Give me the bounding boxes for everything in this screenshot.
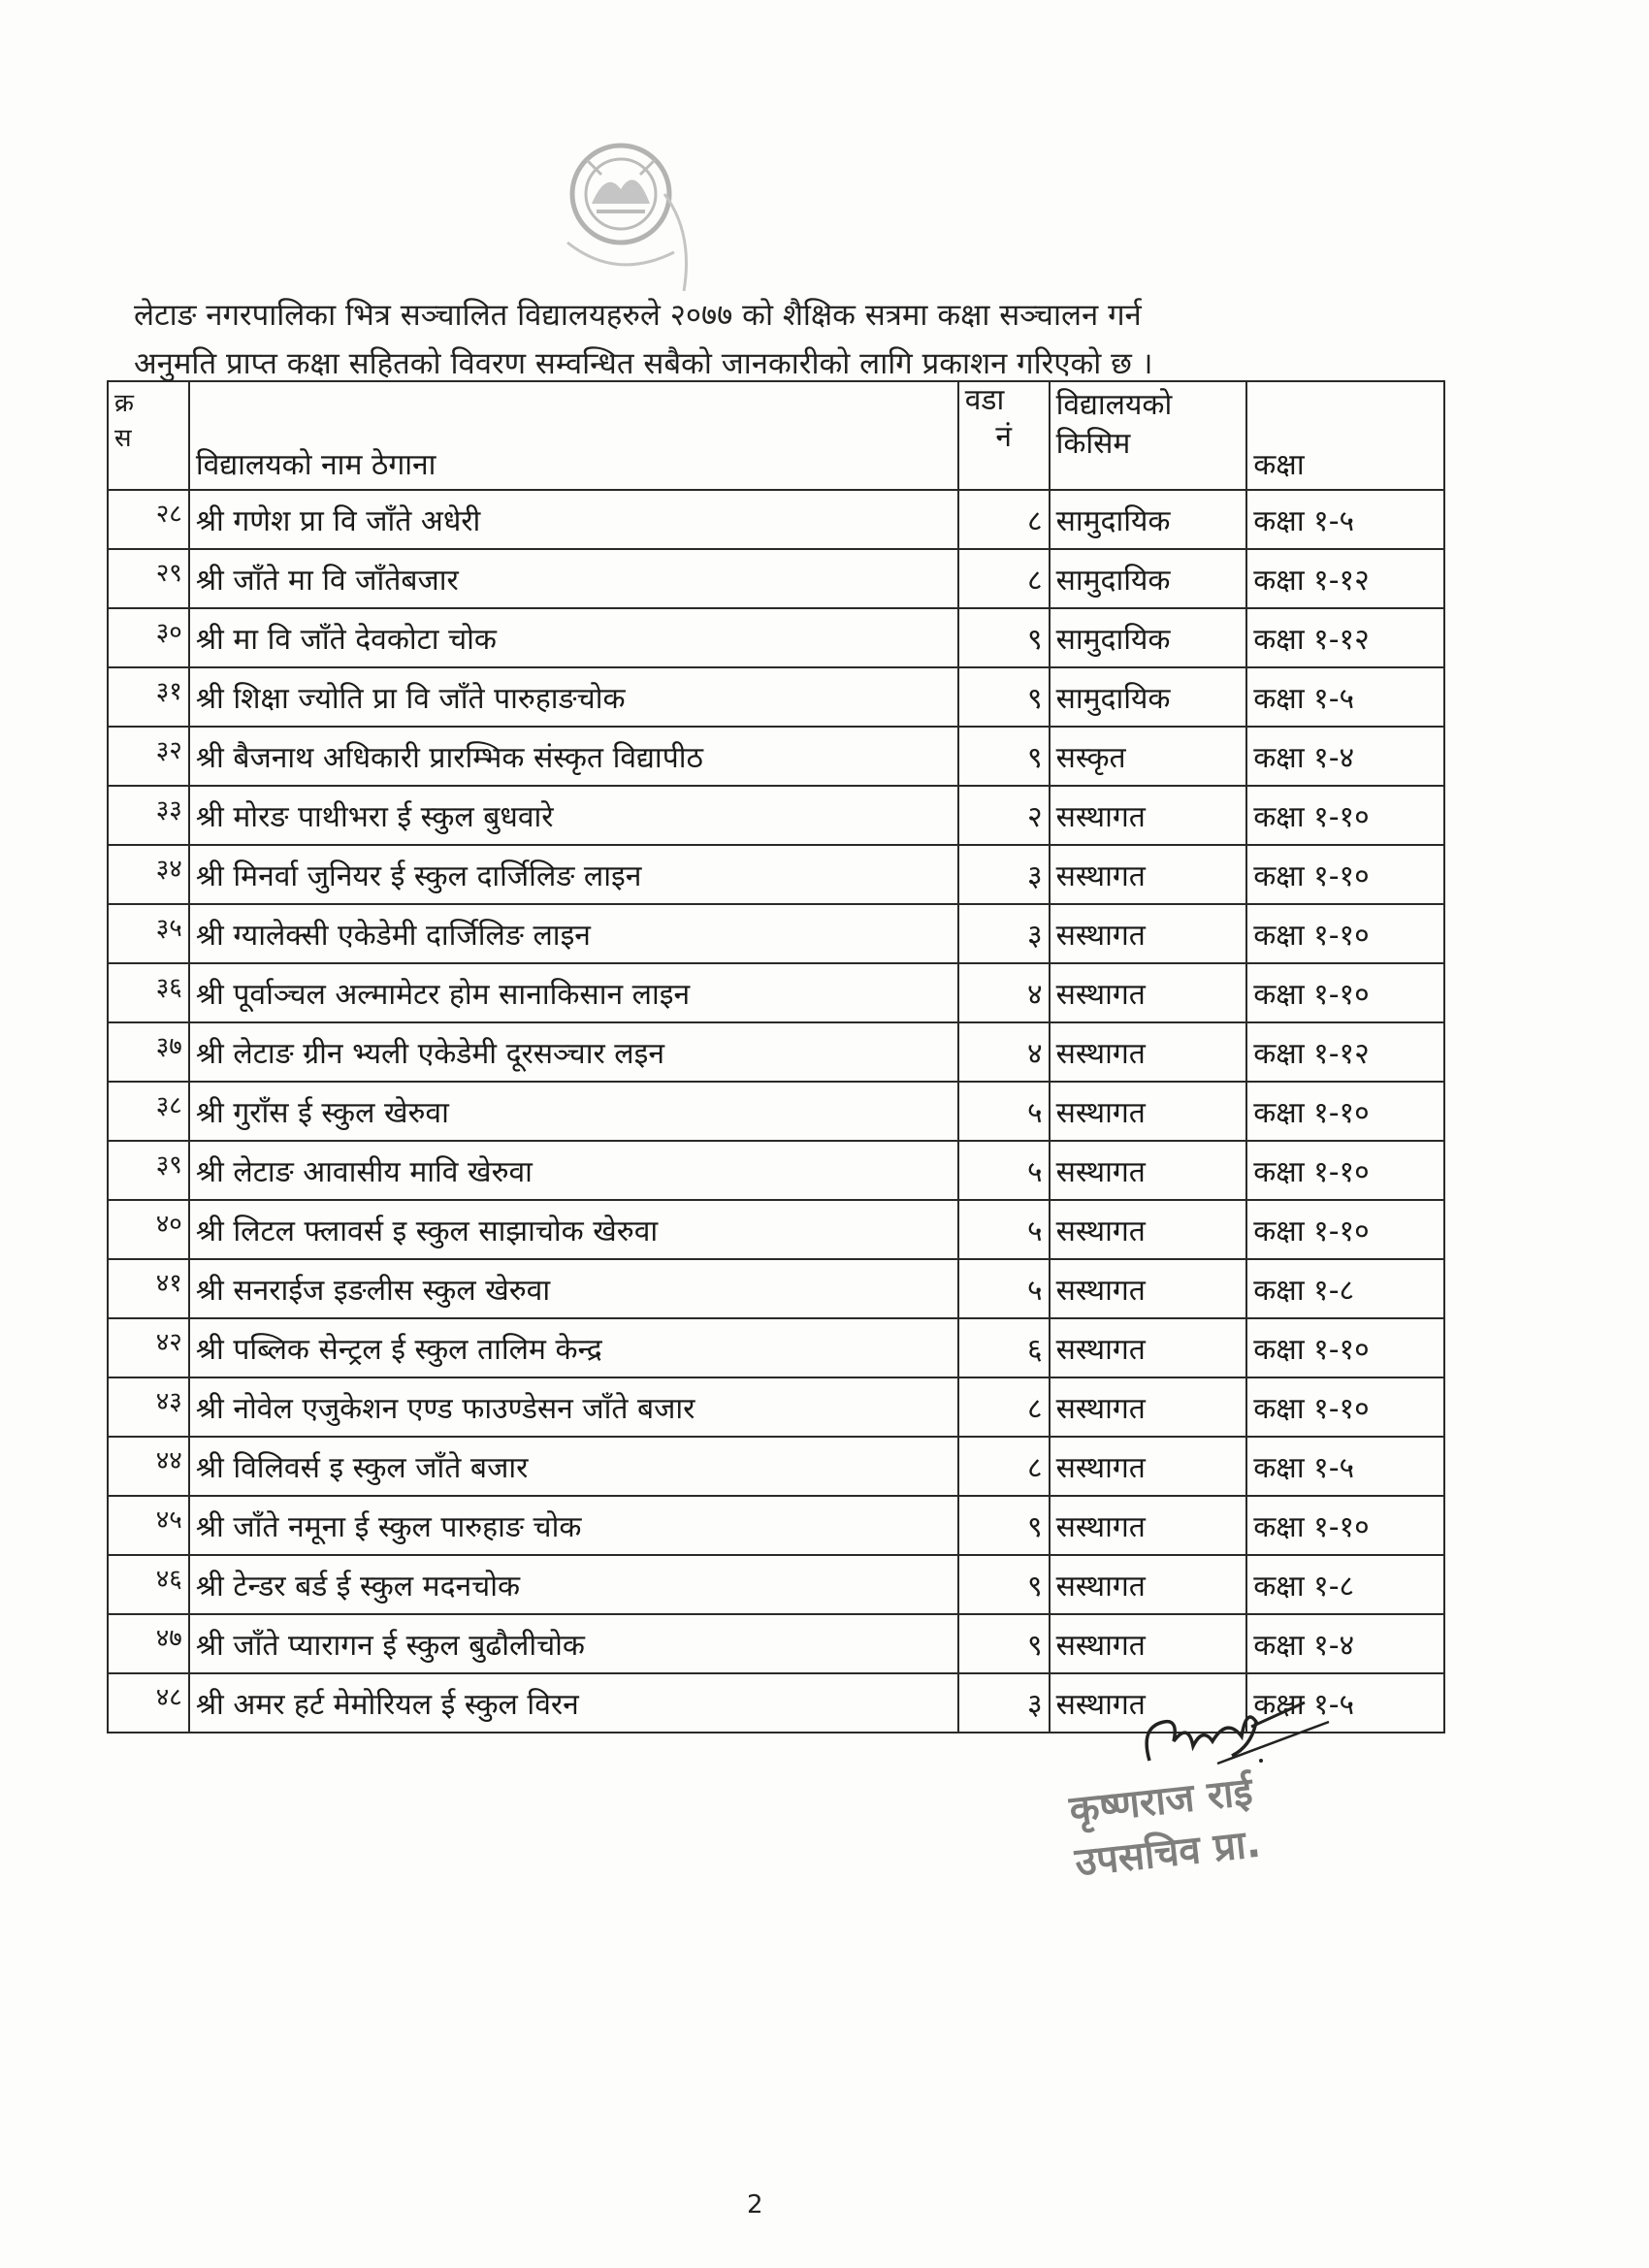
grade-cell: कक्षा १-४ [1246, 1614, 1444, 1673]
ward-cell: ८ [958, 1377, 1050, 1437]
serial-cell: ३५ [108, 904, 189, 963]
intro-paragraph [134, 291, 1434, 388]
table-row [108, 904, 1444, 963]
grade-cell: कक्षा १-१० [1246, 1082, 1444, 1141]
table-row [108, 1141, 1444, 1200]
serial-cell: ३२ [108, 727, 189, 786]
header-type-line-1: विद्यालयको [1055, 388, 1173, 422]
table-row [108, 490, 1444, 549]
school-type-cell: सस्थागत [1050, 1377, 1247, 1437]
table-row [108, 1200, 1444, 1259]
header-serial-line-2: स [114, 424, 132, 453]
ward-cell: ९ [958, 1614, 1050, 1673]
table-row [108, 1614, 1444, 1673]
school-type-cell: सस्थागत [1050, 1318, 1247, 1377]
schools-table [107, 380, 1445, 1733]
grade-cell: कक्षा १-१२ [1246, 1022, 1444, 1082]
serial-cell: ३७ [108, 1022, 189, 1082]
table-row [108, 1437, 1444, 1496]
grade-cell: कक्षा १-१० [1246, 1377, 1444, 1437]
school-name-cell: श्री शिक्षा ज्योति प्रा वि जाँते पारुहाङचोक [189, 667, 958, 727]
serial-cell: ४५ [108, 1496, 189, 1555]
table-row [108, 1318, 1444, 1377]
grade-cell: कक्षा १-८ [1246, 1259, 1444, 1318]
school-name-cell: श्री जाँते मा वि जाँतेबजार [189, 549, 958, 608]
header-serial-line-1: क्र [114, 389, 134, 418]
school-name-cell: श्री मोरङ पाथीभरा ई स्कुल बुधवारे [189, 786, 958, 845]
school-name-cell: श्री लेटाङ आवासीय मावि खेरुवा [189, 1141, 958, 1200]
ward-cell: ५ [958, 1082, 1050, 1141]
ward-cell: ३ [958, 904, 1050, 963]
grade-cell: कक्षा १-१० [1246, 845, 1444, 904]
table-row [108, 667, 1444, 727]
ward-cell: २ [958, 786, 1050, 845]
serial-cell: ४४ [108, 1437, 189, 1496]
school-name-cell: श्री मा वि जाँते देवकोटा चोक [189, 608, 958, 667]
grade-cell: कक्षा १-१० [1246, 1318, 1444, 1377]
school-type-cell: सस्थागत [1050, 1022, 1247, 1082]
serial-cell: ३३ [108, 786, 189, 845]
intro-line-1: लेटाङ नगरपालिका भित्र सञ्चालित विद्यालयहरुले २०७७ को शैक्षिक सत्रमा कक्षा सञ्चालन गर्न [134, 298, 1142, 333]
table-row [108, 963, 1444, 1022]
school-name-cell: श्री पब्लिक सेन्ट्रल ई स्कुल तालिम केन्द्र [189, 1318, 958, 1377]
school-type-cell: सस्थागत [1050, 845, 1247, 904]
table-row [108, 727, 1444, 786]
grade-cell: कक्षा १-५ [1246, 667, 1444, 727]
table-row [108, 1555, 1444, 1614]
table-row [108, 1496, 1444, 1555]
school-type-cell: सस्थागत [1050, 1141, 1247, 1200]
school-name-cell: श्री गणेश प्रा वि जाँते अधेरी [189, 490, 958, 549]
school-type-cell: सस्थागत [1050, 1555, 1247, 1614]
grade-cell: कक्षा १-१० [1246, 786, 1444, 845]
school-type-cell: सस्थागत [1050, 1614, 1247, 1673]
school-name-cell: श्री मिनर्वा जुनियर ई स्कुल दार्जिलिङ लाइन [189, 845, 958, 904]
table-row [108, 845, 1444, 904]
table-row [108, 608, 1444, 667]
serial-cell: ४२ [108, 1318, 189, 1377]
grade-cell: कक्षा १-१० [1246, 904, 1444, 963]
serial-cell: ३९ [108, 1141, 189, 1200]
grade-cell: कक्षा १-१० [1246, 1496, 1444, 1555]
grade-cell: कक्षा १-५ [1246, 1673, 1444, 1733]
serial-cell: ४१ [108, 1259, 189, 1318]
school-type-cell: सस्थागत [1050, 1259, 1247, 1318]
serial-cell: २८ [108, 490, 189, 549]
ward-cell: ३ [958, 845, 1050, 904]
grade-cell: कक्षा १-४ [1246, 727, 1444, 786]
school-name-cell: श्री अमर हर्ट मेमोरियल ई स्कुल विरन [189, 1673, 958, 1733]
table-header-row [108, 381, 1444, 490]
header-school-type [1050, 381, 1247, 490]
ward-cell: ३ [958, 1673, 1050, 1733]
school-type-cell: सस्थागत [1050, 1496, 1247, 1555]
school-type-cell: सस्थागत [1050, 1673, 1247, 1733]
school-name-cell: श्री बैजनाथ अधिकारी प्रारम्भिक संस्कृत विद्यापीठ [189, 727, 958, 786]
school-type-cell: सामुदायिक [1050, 490, 1247, 549]
school-type-cell: सामुदायिक [1050, 549, 1247, 608]
ward-cell: ५ [958, 1141, 1050, 1200]
grade-cell: कक्षा १-५ [1246, 490, 1444, 549]
school-name-cell: श्री लेटाङ ग्रीन भ्यली एकेडेमी दूरसञ्चार लइन [189, 1022, 958, 1082]
school-type-cell: सस्थागत [1050, 1200, 1247, 1259]
signatory-title: उपसचिव प्रा. [1073, 1821, 1263, 1886]
table-row [108, 786, 1444, 845]
ward-cell: ९ [958, 1555, 1050, 1614]
school-name-cell: श्री ग्यालेक्सी एकेडेमी दार्जिलिङ लाइन [189, 904, 958, 963]
grade-cell: कक्षा १-५ [1246, 1437, 1444, 1496]
ward-cell: ४ [958, 963, 1050, 1022]
grade-cell: कक्षा १-१० [1246, 963, 1444, 1022]
school-type-cell: सस्थागत [1050, 1437, 1247, 1496]
serial-cell: ३१ [108, 667, 189, 727]
intro-line-2: अनुमति प्राप्त कक्षा सहितको विवरण सम्वन्धित सबैको जानकारीको लागि प्रकाशन गरिएको छ । [134, 346, 1153, 381]
school-type-cell: सस्कृत [1050, 727, 1247, 786]
signatory-name: कृष्णराज राई [1067, 1769, 1255, 1833]
table-row [108, 1082, 1444, 1141]
serial-cell: ३८ [108, 1082, 189, 1141]
serial-cell: ३४ [108, 845, 189, 904]
ward-cell: ९ [958, 667, 1050, 727]
table-row [108, 549, 1444, 608]
ward-cell: ६ [958, 1318, 1050, 1377]
grade-cell: कक्षा १-१२ [1246, 549, 1444, 608]
serial-cell: ४० [108, 1200, 189, 1259]
school-name-cell: श्री विलिवर्स इ स्कुल जाँते बजार [189, 1437, 958, 1496]
school-name-cell: श्री टेन्डर बर्ड ई स्कुल मदनचोक [189, 1555, 958, 1614]
municipality-seal [548, 136, 732, 301]
table-row [108, 1259, 1444, 1318]
ward-cell: ८ [958, 1437, 1050, 1496]
signatory-stamp [1067, 1766, 1263, 1889]
table-row [108, 1377, 1444, 1437]
header-type-line-2: किसिम [1055, 427, 1131, 461]
ward-cell: ५ [958, 1200, 1050, 1259]
school-type-cell: सस्थागत [1050, 1082, 1247, 1141]
header-ward [958, 381, 1050, 490]
school-name-cell: श्री सनराईज इङलीस स्कुल खेरुवा [189, 1259, 958, 1318]
ward-cell: ८ [958, 490, 1050, 549]
school-name-cell: श्री जाँते प्यारागन ई स्कुल बुढौलीचोक [189, 1614, 958, 1673]
table-row [108, 1022, 1444, 1082]
grade-cell: कक्षा १-८ [1246, 1555, 1444, 1614]
school-type-cell: सामुदायिक [1050, 608, 1247, 667]
school-name-cell: श्री गुराँस ई स्कुल खेरुवा [189, 1082, 958, 1141]
serial-cell: ३० [108, 608, 189, 667]
school-type-cell: सस्थागत [1050, 963, 1247, 1022]
ward-cell: ५ [958, 1259, 1050, 1318]
header-serial [108, 381, 189, 490]
table-body [108, 490, 1444, 1733]
serial-cell: ४७ [108, 1614, 189, 1673]
ward-cell: ९ [958, 1496, 1050, 1555]
serial-cell: २९ [108, 549, 189, 608]
school-name-cell: श्री जाँते नमूना ई स्कुल पारुहाङ चोक [189, 1496, 958, 1555]
serial-cell: ४६ [108, 1555, 189, 1614]
school-type-cell: सस्थागत [1050, 786, 1247, 845]
serial-cell: ४८ [108, 1673, 189, 1733]
ward-cell: ४ [958, 1022, 1050, 1082]
school-name-cell: श्री नोवेल एजुकेशन एण्ड फाउण्डेसन जाँते बजार [189, 1377, 958, 1437]
school-name-cell: श्री पूर्वाञ्चल अल्मामेटर होम सानाकिसान लाइन [189, 963, 958, 1022]
ward-cell: ८ [958, 549, 1050, 608]
header-ward-line-2: नं [995, 420, 1012, 454]
school-type-cell: सस्थागत [1050, 904, 1247, 963]
serial-cell: ३६ [108, 963, 189, 1022]
school-type-cell: सामुदायिक [1050, 667, 1247, 727]
serial-cell: ४३ [108, 1377, 189, 1437]
header-ward-line-1: वडा [964, 383, 1005, 417]
grade-cell: कक्षा १-१० [1246, 1141, 1444, 1200]
header-school-name: विद्यालयको नाम ठेगाना [189, 381, 958, 490]
page-number: 2 [747, 2190, 763, 2219]
ward-cell: ९ [958, 727, 1050, 786]
header-grade: कक्षा [1246, 381, 1444, 490]
grade-cell: कक्षा १-१० [1246, 1200, 1444, 1259]
ward-cell: ९ [958, 608, 1050, 667]
school-name-cell: श्री लिटल फ्लावर्स इ स्कुल साझाचोक खेरुवा [189, 1200, 958, 1259]
grade-cell: कक्षा १-१२ [1246, 608, 1444, 667]
